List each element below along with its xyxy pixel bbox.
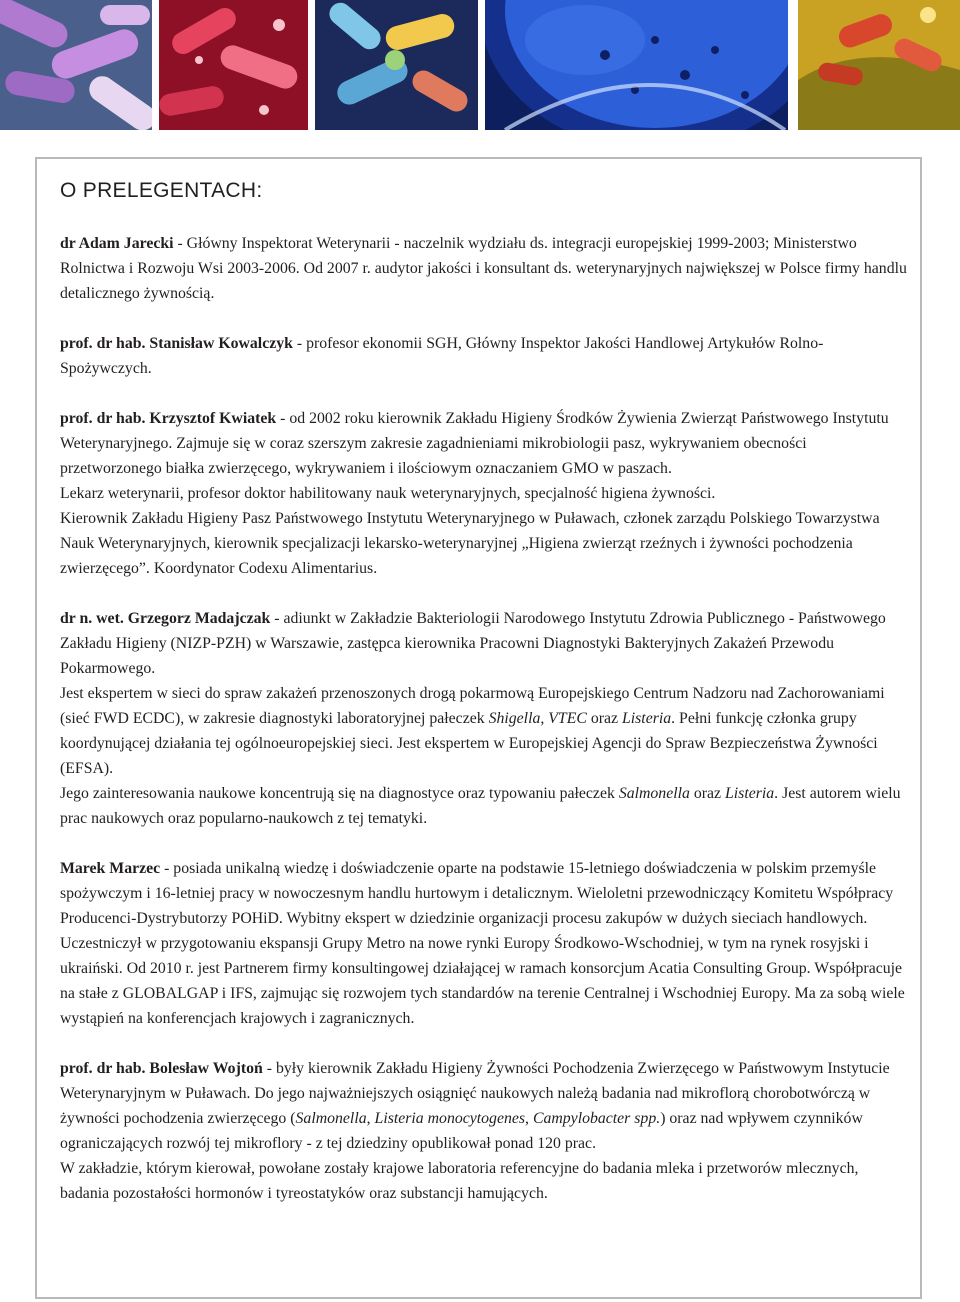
bio-text: ) oraz nad wpływem czynników ograniczających rozwój tej mikroflory - z tej dziedziny opublikował ponad 120 prac. bbox=[60, 1110, 863, 1152]
bio-paragraph bbox=[60, 606, 910, 681]
bio-paragraph: W zakładzie, którym kierował, powołane zostały krajowe laboratoria referencyjne do badania mleka i przetworów mlecznych, badania pozostałości hormonów i tyreostatyków oraz substancji hamujących. bbox=[60, 1160, 859, 1202]
salmonella-image bbox=[798, 0, 960, 130]
speaker-fullname: Adam Jarecki bbox=[78, 235, 174, 252]
bio-text: - posiada unikalną wiedzę i doświadczenie oparte na podstawie 15-letniego doświadczenia w polskim przemyśle spożywczym i 16-letniej pracy w nowoczesnym handlu hurtowym i detalicznym. Wieloletni przewodniczący Komitetu Współpracy Producenci-Dystrybutorzy POHiD. Wybitny ekspert w dziedzinie organizacji procesu zakupów w dużych sieciach handlowych. Uczestniczył w przygotowaniu ekspansji Grupy Metro na nowe rynki Europy Środkowo-Wschodniej, w tym na rynek rosyjski i ukraiński. Od 2010 r. jest Partnerem firmy konsultingowej działającej w ramach konsorcjum Acatia Consulting Group. Współpracuje na stałe z GLOBALGAP i IFS, zajmując się rozwojem tych standardów na terenie Centralnej i Wschodniej Europy. Ma za sobą wiele wystąpień na konferencjach krajowych i zagranicznych. bbox=[60, 860, 905, 1027]
speaker-fullname: Krzysztof Kwiatek bbox=[149, 410, 277, 427]
speaker-name bbox=[60, 610, 270, 627]
speaker-fullname: Grzegorz Madajczak bbox=[127, 610, 271, 627]
mixed-bacteria-image bbox=[315, 0, 478, 130]
bio-text: - Główny Inspektorat Weterynarii - naczelnik wydziału ds. integracji europejskiej 1999-2003; Ministerstwo Rolnictwa i Rozwoju Wsi 2003-2006. Od 2007 r. audytor jakości i konsultant ds. weterynaryjnych największej w Polsce firmy handlu detalicznego żywnością. bbox=[60, 235, 907, 302]
species-name: Salmonella bbox=[618, 785, 690, 802]
speaker-fullname: Bolesław Wojtoń bbox=[149, 1060, 263, 1077]
speakers-section bbox=[60, 176, 910, 1231]
speaker-fullname: Stanisław Kowalczyk bbox=[149, 335, 293, 352]
bio-text: . Pełni funkcję członka grupy koordynującej działania tej ogólnoeuropejskiej sieci. Jest ekspertem w Europejskiej Agencji do Spraw Bezpieczeństwa Żywności (EFSA). bbox=[60, 710, 878, 777]
bio-text: - od 2002 roku kierownik Zakładu Higieny Środków Żywienia Zwierząt Państwowego Instytutu Weterynaryjnego. Zajmuje się w coraz szerszym zakresie zagadnieniami mikrobiologii pasz, wykrywaniem obecności przetworzonego białka zwierzęcego, wykrywaniem i ilościowym oznaczaniem GMO w paszach. bbox=[60, 410, 889, 477]
bio-text: Jest ekspertem w sieci do spraw zakażeń przenoszonych drogą pokarmową Europejskiego Centrum Nadzoru nad Zachorowaniami (sieć FWD ECDC), w zakresie diagnostyki laboratoryjnej pałeczek bbox=[60, 685, 885, 727]
species-name: VTEC bbox=[548, 710, 587, 727]
speaker-name bbox=[60, 410, 276, 427]
speaker-title: prof. dr hab. bbox=[60, 410, 150, 427]
petri-dish-image bbox=[485, 0, 788, 130]
speaker-title: dr bbox=[60, 235, 79, 252]
bio-text: . Jest autorem wielu prac naukowych oraz popularno-naukowch z tej tematyki. bbox=[60, 785, 901, 827]
bio-paragraph bbox=[60, 681, 910, 781]
bio-text: , bbox=[540, 710, 549, 727]
species-name: Salmonella bbox=[295, 1110, 367, 1127]
speaker-name bbox=[60, 1060, 263, 1077]
speaker-name bbox=[60, 335, 293, 352]
species-name: Campylobacter spp. bbox=[532, 1110, 661, 1127]
speaker-bio-madajczak bbox=[60, 606, 910, 831]
speaker-bio-jarecki bbox=[60, 231, 910, 306]
species-name: Listeria bbox=[621, 710, 672, 727]
bio-text: - profesor ekonomii SGH, Główny Inspektor Jakości Handlowej Artykułów Rolno-Spożywczych. bbox=[60, 335, 824, 377]
speaker-title: prof. dr hab. bbox=[60, 335, 150, 352]
bio-paragraph bbox=[60, 331, 910, 381]
speaker-name bbox=[60, 235, 174, 252]
bio-text: - były kierownik Zakładu Higieny Żywności Pochodzenia Zwierzęcego w Państwowym Instytucie Weterynaryjnym w Puławach. Do jego najważniejszych osiągnięć naukowych należą badania nad mikroflorą chorobotwórczą w żywności pochodzenia zwierzęcego ( bbox=[60, 1060, 890, 1127]
bio-paragraph bbox=[60, 1056, 910, 1156]
section-heading: O PRELEGENTACH: bbox=[60, 179, 263, 202]
speaker-bio-kowalczyk bbox=[60, 331, 910, 381]
red-bacteria-image bbox=[159, 0, 308, 130]
bio-paragraph bbox=[60, 406, 910, 481]
speaker-fullname: Marek Marzec bbox=[60, 860, 161, 877]
bio-text: oraz bbox=[586, 710, 622, 727]
bio-text: , bbox=[525, 1110, 533, 1127]
bio-paragraph bbox=[60, 781, 910, 831]
speaker-title: dr n. wet. bbox=[60, 610, 128, 627]
bio-paragraph: Lekarz weterynarii, profesor doktor habilitowany nauk weterynaryjnych, specjalność higiena żywności. bbox=[60, 485, 716, 502]
header-banner bbox=[0, 0, 960, 130]
bio-text: , bbox=[366, 1110, 375, 1127]
bio-paragraph: Kierownik Zakładu Higieny Pasz Państwowego Instytutu Weterynaryjnego w Puławach, członek zarządu Polskiego Towarzystwa Nauk Weterynaryjnych, kierownik specjalizacji lekarsko-weterynaryjnej „Higiena zwierząt rzeźnych i żywności pochodzenia zwierzęcego”. Koordynator Codexu Alimentarius. bbox=[60, 510, 880, 577]
purple-bacteria-image bbox=[0, 0, 152, 130]
species-name: Listeria monocytogenes bbox=[374, 1110, 526, 1127]
bio-text: - adiunkt w Zakładzie Bakteriologii Narodowego Instytutu Zdrowia Publicznego - Państwowego Zakładu Higieny (NIZP-PZH) w Warszawie, zastępca kierownika Pracowni Diagnostyki Bakteryjnych Zakażeń Przewodu Pokarmowego. bbox=[60, 610, 886, 677]
speaker-bio-kwiatek bbox=[60, 406, 910, 581]
bio-paragraph bbox=[60, 856, 910, 1031]
bio-text: Jego zainteresowania naukowe koncentrują się na diagnostyce oraz typowaniu pałeczek bbox=[60, 785, 619, 802]
bio-paragraph bbox=[60, 231, 910, 306]
species-name: Listeria bbox=[725, 785, 775, 802]
speaker-bio-marzec bbox=[60, 856, 910, 1031]
speaker-name bbox=[60, 860, 160, 877]
speaker-bio-wojton bbox=[60, 1056, 910, 1206]
speaker-title: prof. dr hab. bbox=[60, 1060, 150, 1077]
species-name: Shigella bbox=[488, 710, 541, 727]
bio-text: oraz bbox=[689, 785, 725, 802]
